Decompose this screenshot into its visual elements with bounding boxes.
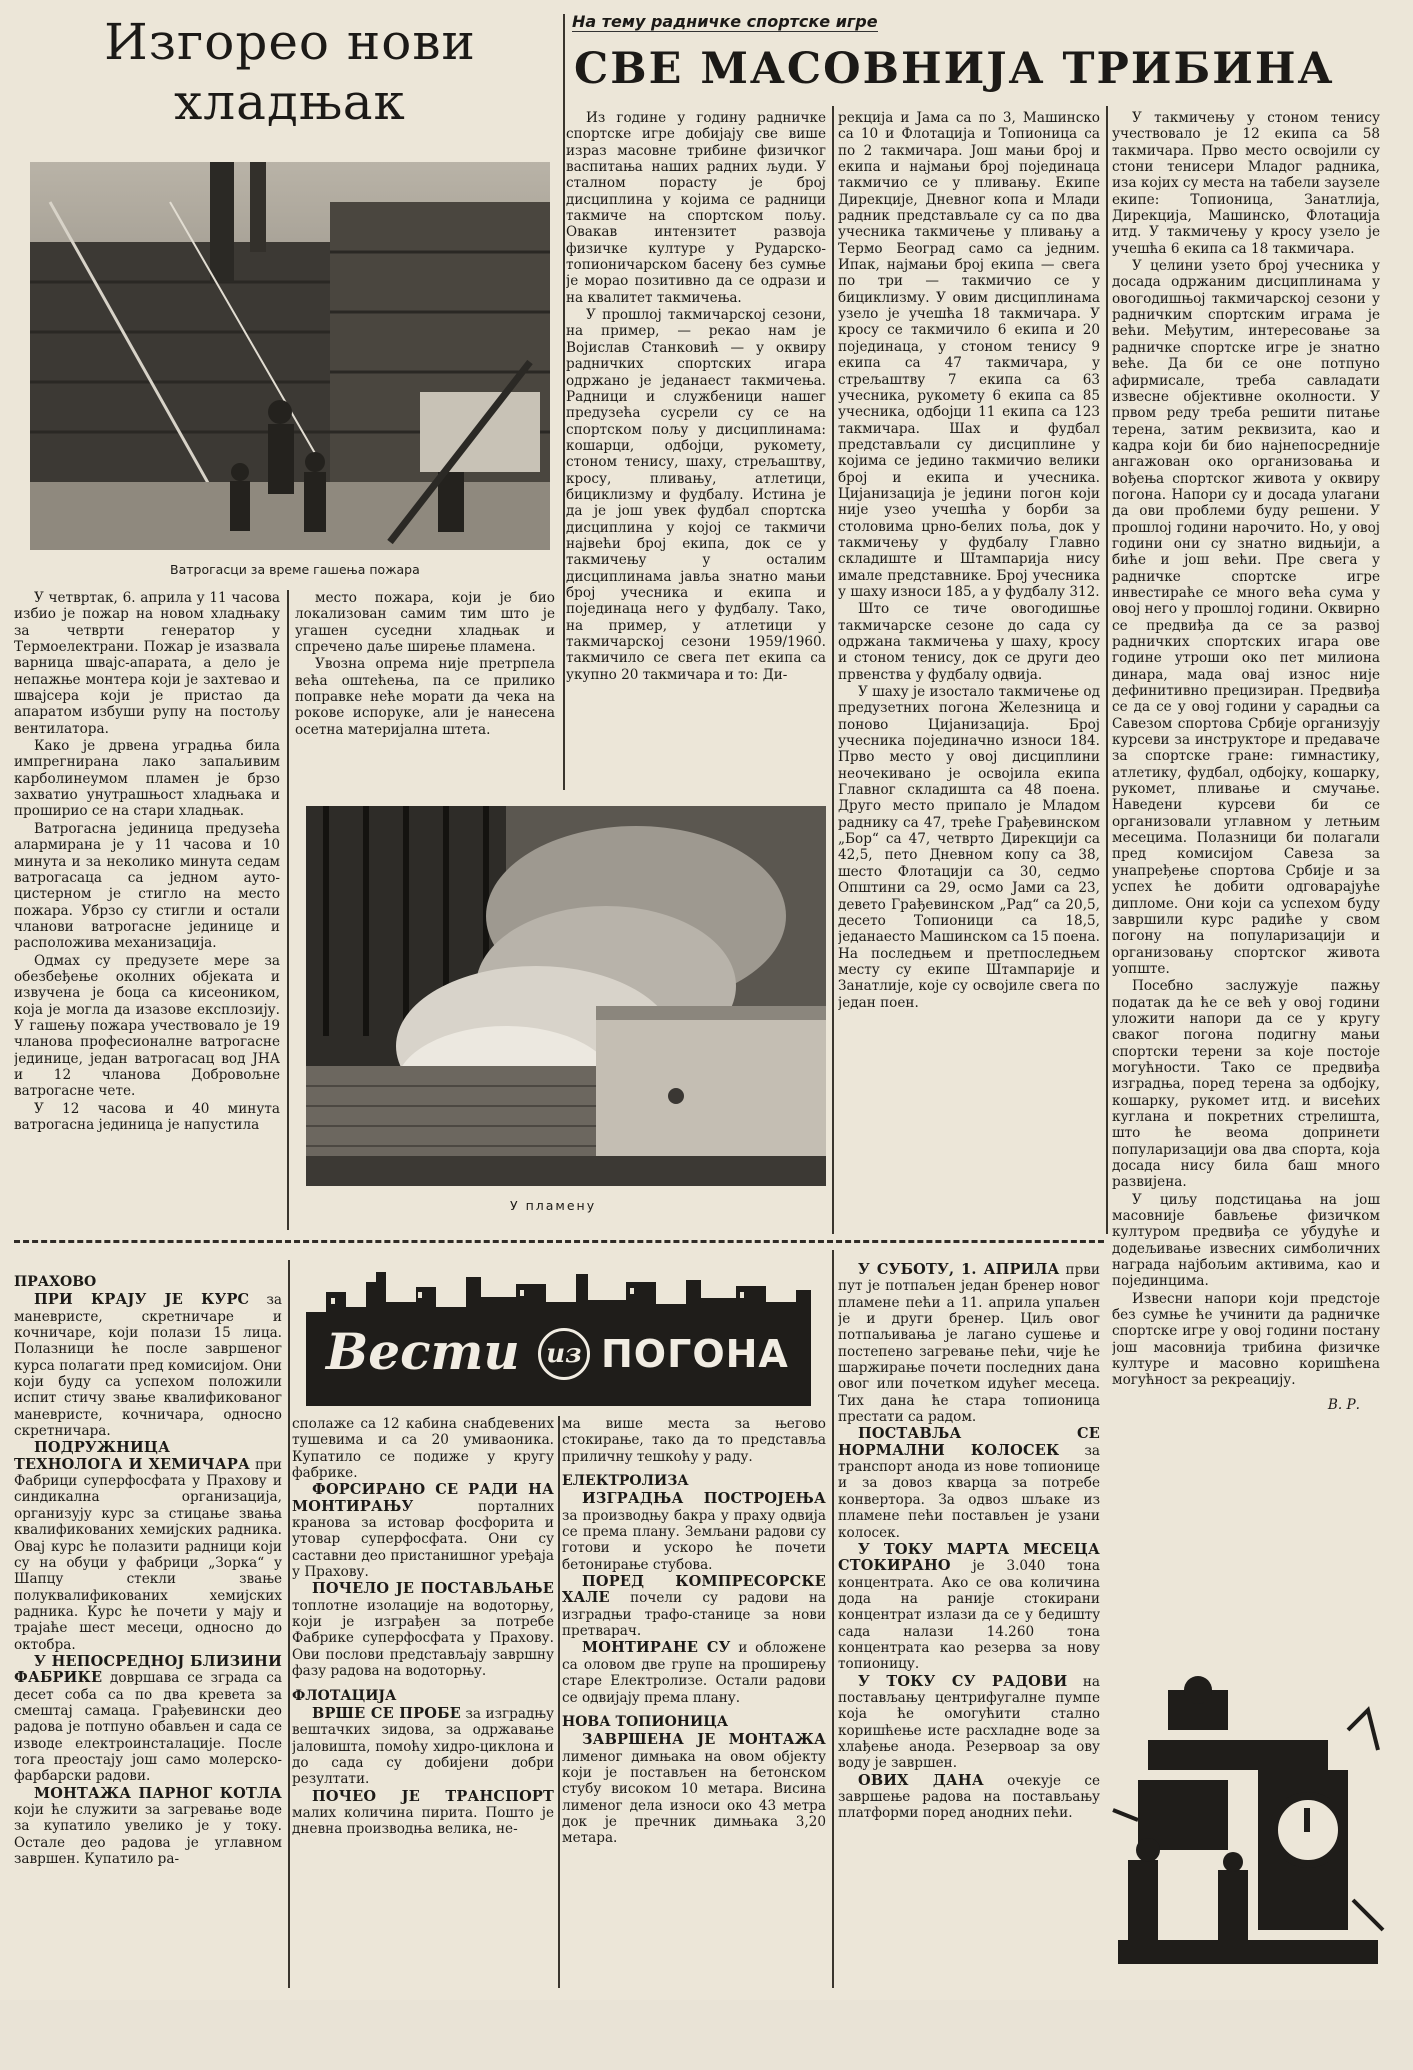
firefighters-photo-caption: Ватрогасци за време гашења пожара — [170, 562, 420, 577]
fire-paragraph: Како је дрвена уградња била импрегнирана лако запаљивим карболинеумом пламен је брзо захватио унутрашњост хладњака и проширио се на стари хладњак. — [14, 738, 280, 820]
news-column-3 — [562, 1416, 826, 1996]
news-item: МОНТИРАНЕ СУ и обложене са оловом две групе на проширењу старе Електролизе. Остали радови се одвијају према плану. — [562, 1639, 826, 1706]
sports-paragraph: Посебно заслужује пажњу податак да ће се већ у овој години уложити напори да се у кругу сваког погона подигну мањи спортски терени за које постоје могућности. Тако се предвиђа изградња, поред терена за одбојку, кошарку, рукомет итд. и висећих куглана и покретних стрелишта, што ће веома допринети популаризацији ова два спорта, која досада нису била баш много развијена. — [1112, 978, 1380, 1191]
worker-machine-illustration — [1108, 1670, 1388, 1986]
column-rule — [558, 1416, 560, 1988]
news-item-lead: МОНТИРАНЕ СУ — [582, 1639, 731, 1657]
news-place-heading: ФЛОТАЦИЈА — [292, 1687, 397, 1704]
news-item-lead: ПОРЕД КОМПРЕСОРСКЕ ХАЛЕ — [562, 1573, 826, 1607]
sports-column-2 — [838, 110, 1100, 1236]
news-item-lead: ПОЧЕЛО ЈЕ ПОСТАВЉАЊЕ — [312, 1580, 554, 1598]
news-place-heading: ПРАХОВО — [14, 1274, 97, 1290]
sports-paragraph: У прошлој такмичарској сезони, на пример, — рекао нам је Војислав Станковић — у оквиру радничких спортских игара одржано је једанаест такмичења. Радници и службеници нашег предузећа сусрели су се на спортском пољу у дисциплинама: кошарци, одбојци, рукомету, стоном тенису, шаху, стрељаштву, кросу, пливању, атлетици, бициклизму и фудбалу. Истина је да је још увек фудбал спортска дисциплина у којој се такмичи највећи број екипа, док се у такмичењу у осталим дисциплинама јавља знатно мањи број учесника и екипа и појединаца него у фудбалу. Тако, на пример, у атлетици у такмичарској сезони 1959/1960. такмичило се свега пет екипа са укупно 20 такмичара и то: Ди- — [566, 307, 826, 683]
news-item: ЗАВРШЕНА ЈЕ МОНТАЖА лименог димњака на овом објекту који је постављен на бетонском стубу високом 10 метара. Висина лименог дела износи око 43 метра док је пречник димњака 3,20 метара. — [562, 1731, 826, 1847]
news-banner — [306, 1262, 811, 1406]
sports-column-1 — [566, 110, 826, 810]
news-item: ВРШЕ СЕ ПРОБЕ за изградњу вештачких зидова, за одржавање јаловишта, помоћу хидро-циклона и до сада су добијени добри резултати. — [292, 1704, 554, 1788]
news-item-lead: ИЗГРАДЊА ПОСТРОЈЕЊА — [582, 1490, 826, 1508]
news-item-lead: У СУБОТУ, 1. АПРИЛА — [858, 1262, 1060, 1278]
fire-paragraph: Увозна опрема није претрпела већа оштећења, па се прилико поправке неће морати да чека на рокове испоруке, али је нанесена осетна материјална штета. — [295, 656, 555, 738]
worker-machine-drawing — [1108, 1670, 1388, 1986]
sports-title: СВЕ МАСОВНИЈА ТРИБИНА — [574, 44, 1335, 94]
fire-story-column-2 — [295, 590, 555, 790]
news-place-heading: ЕЛЕКТРОЛИЗА — [562, 1473, 689, 1490]
news-item: У СУБОТУ, 1. АПРИЛА први пут је потпаљен један бренер новог пламене пећи а 11. априла упаљен је и други бренер. Циљ овог потпаљивања је лагано сушење и постепено загревање пећи, чије ће шаржирање почети последних дана овог или почетком идућег месеца. Тих дана ће стара топионица престати са радом. — [838, 1262, 1100, 1426]
column-rule — [832, 1250, 834, 1988]
news-place-heading: НОВА ТОПИОНИЦА — [562, 1713, 729, 1730]
news-item: ПОЧЕЛО ЈЕ ПОСТАВЉАЊЕ топлотне изолације на водоторњу, који је изграђен за потребе Фабрике суперфосфата у Прахову. Ови послови представљају завршну фазу радова на водоторњу. — [292, 1580, 554, 1680]
fire-story-title — [30, 12, 550, 132]
sports-signature: В. Р. — [1327, 1396, 1360, 1413]
sports-paragraph: Што се тиче овогодишње такмичарске сезоне до сада су одржана такмичења у шаху, кросу и стоном тенису, док се други део првенства у фудбалу одвија. — [838, 601, 1100, 683]
news-item: ПОДРУЖНИЦА ТЕХНОЛОГА И ХЕМИЧАРА при Фабрици суперфосфата у Прахову и синдикална организација, организују курс за стицање звања квалификованих хемијских радника. Овај курс ће полазити радници који су на обуци у фабрици „Зорка“ у Шапцу стекли звање полуквалификованих хемијских радника. Курс ће почети у мају и трајаће шест месеци, односно до октобра. — [14, 1439, 282, 1653]
sports-kicker: На тему радничке спортске игре — [572, 12, 878, 31]
fire-title-line2: хладњак — [174, 73, 406, 131]
flames-photo — [306, 806, 826, 1186]
news-item-lead: ВРШЕ СЕ ПРОБЕ — [312, 1704, 461, 1722]
news-item-lead: ПОДРУЖНИЦА ТЕХНОЛОГА И ХЕМИЧАРА — [14, 1439, 250, 1473]
fire-paragraph: Одмах су предузете мере за обезбеђење околних објеката и извучена је боца са кисеоником, која је могла да изазове експлозију. У гашењу пожара учествовало је 19 чланова професионалне ватрогасне јединице, један ватрогасац вод ЈНА и 12 чланова Добровољне ватрогасне чете. — [14, 952, 280, 1100]
news-item: ПОСТАВЉА СЕ НОРМАЛНИ КОЛОСЕК за транспорт анода из нове топионице и за довоз кварца за потребе конвертора. За одвоз шљаке из пламене пећи постављен је узани колосек. — [838, 1425, 1100, 1541]
sports-paragraph: Извесни напори који предстоје без сумње ће учинити да радничке спортске игре у овој години постану још масовнија трибина физичке културе и масовно коришћена могућност за рекреацију. — [1112, 1290, 1380, 1389]
news-item-lead: ОВИХ ДАНА — [858, 1771, 984, 1789]
news-column-1 — [14, 1274, 282, 1994]
page-section-divider — [14, 1240, 1104, 1243]
news-item: МОНТАЖА ПАРНОГ КОТЛА који ће служити за загревање воде за купатило увелико је у току. Остале део радова је углавном завршен. Купатило ра- — [14, 1784, 282, 1868]
column-rule — [288, 1260, 290, 1988]
news-item: сполаже са 12 кабина снабдевених тушевима и са 20 умиваоника. Купатило се подиже у кругу фабрике. — [292, 1416, 554, 1482]
news-item: У НЕПОСРЕДНОЈ БЛИЗИНИ ФАБРИКЕ довршава се зграда са десет соба са по два кревета за смештај самаца. Грађевински део радова је потпуно обављен и сада се изводе електроинсталације. После тога преостају још само молерско-фарбарски радови. — [14, 1652, 282, 1785]
section-divider — [563, 14, 565, 790]
sports-paragraph: У целини узето број учесника у досада одржаним дисциплинама у овогодишњој такмичарској сезони у радничким спортским играма је већи. Међутим, интересовање за радничке спортске игре је знатно веће. Да би се оне потпуно афирмисале, треба савладати извесне објективне околности. У првом реду треба решити питање терена, затим реквизита, као и кадра који би био најнепосредније ангажован око организовања и вођења спортског живота у оквиру погона. Напори су и досада улагани да ови проблеми буду решени. У прошлој години нарочито. Но, у овој години они су знатно видњији, а биће и још већи. Пре свега у радничке спортске игре инвестираће се много већа сума у овој него у прошлој години. Оквирно се предвиђа да се за развој радничких спортских игара ове године утроши око пет милиона динара, мада овај износ није дефинитивно прецизиран. Предвиђа се да се у овој години у сарадњи са Савезом спортова Србије организују курсеви за инструкторе и предаваче за спортске гране: гимнастику, атлетику, фудбал, одбојку, кошарку, рукомет, пливање и смучање. Наведени курсеви би се организовали углавном у летњим месецима. Полазници би полагали пред комисијом Савеза за унапређење спортова Србије и за успех ће добити одговарајуће дипломе. Они који са успехом буду завршили курс радиће у свом погону на популаризацији и организовању спортског живота уопште. — [1112, 258, 1380, 977]
firefighters-photo — [30, 162, 550, 550]
fire-paragraph: У 12 часова и 40 минута ватрогасна јединица је напустила — [14, 1100, 280, 1133]
news-item-lead: ПОЧЕО ЈЕ ТРАНСПОРТ — [312, 1787, 554, 1805]
column-rule — [1106, 106, 1108, 1234]
sports-paragraph: Из године у годину радничке спортске игре добијају све више израз масовне трибине физичког васпитања наших радних људи. У сталном порасту је број дисциплина у којима се радници такмиче на спортском пољу. Овакав интензитет развоја физичке културе у Рударско-топионичарском басену без сумње је морао позитивно да се одрази и на квалитет такмичења. — [566, 110, 826, 306]
sports-paragraph: У шаху је изостало такмичење од предузетних погона Железница и поново Цијанизација. Број учесника појединачно износи 184. Прво место у овој дисциплини неочекивано је освојила екипа Главног складишта са 48 поена. Друго место припало је Младом раднику са 47, треће Грађевинском „Бор“ са 47, четврто Дирекцији са 42,5, пето Дневном копу са 38, шесто Флотацији са 30, седмо Општини са 29, осмо Јами са 23, девето Грађевинском „Рад“ са 20,5, десето Топионици са 18,5, једанаесто Машинском са 15 поена. На последњем и претпоследњем месту су екипе Штампарије и Занатлије, које су освојиле свега по један поен. — [838, 684, 1100, 1011]
sports-paragraph: У циљу подстицања на још масовније бављење физичком културом предвиђа се убудуће и додељивање извесних симболичних награда најбољим активима, као и појединцима. — [1112, 1191, 1380, 1290]
news-item: ПРИ КРАЈУ ЈЕ КУРС за маневристе, скретничаре и кочничаре, који полази 15 лица. Полазници ће после завршеног курса полагати пред комисијом. Они који буду са успехом положили испит стичу звање квалификованог маневристе, кочничара, односно скретничара. — [14, 1291, 282, 1440]
news-item-lead: ПОСТАВЉА СЕ НОРМАЛНИ КОЛОСЕК — [838, 1425, 1100, 1459]
news-column-2 — [292, 1416, 554, 1996]
column-rule — [287, 590, 289, 1230]
news-item-lead: У НЕПОСРЕДНОЈ БЛИЗИНИ ФАБРИКЕ — [14, 1652, 282, 1687]
fire-story-column-1 — [14, 590, 280, 1230]
banner-word-pogona: ПОГОНА — [601, 1332, 789, 1376]
news-item-lead: У ТОКУ СУ РАДОВИ — [858, 1672, 1068, 1690]
news-item: ОВИХ ДАНА очекује се завршење радова на постављању платформи поред анодних пећи. — [838, 1771, 1100, 1822]
news-column-4 — [838, 1262, 1100, 1996]
news-item: ИЗГРАДЊА ПОСТРОЈЕЊА за производњу бакра у праху одвија се према плану. Земљани радови су готови и ускоро ће почети бетонирање стубова. — [562, 1490, 826, 1573]
news-item: ФОРСИРАНО СЕ РАДИ НА МОНТИРАЊУ порталних кранова за истовар фосфорита и утовар суперфосфата. Они су саставни део пристанишног уређаја у Прахову. — [292, 1481, 554, 1581]
banner-word-vesti: Вести — [326, 1322, 520, 1381]
news-item-lead: ПРИ КРАЈУ ЈЕ КУРС — [34, 1291, 250, 1309]
news-item-lead: У ТОКУ МАРТА МЕСЕЦА СТОКИРАНО — [838, 1540, 1100, 1575]
news-item-lead: ФОРСИРАНО СЕ РАДИ НА МОНТИРАЊУ — [292, 1481, 554, 1515]
sports-paragraph: рекција и Јама са по 3, Машинско са 10 и Флотација и Топионица са по 2 такмичара. Још мањи број и екипа и најмањи број појединаца такмичио се у пливању. Екипе Дирекције, Дневног копа и Млади радник представљале су са по два учесника такмичење у пливању а Термо Београд само са једним. Ипак, најмањи број екипа — свега по три — такмичио се у бициклизму. У овим дисциплинама узело је учешћа 18 такмичара. У кросу се такмичило 6 екипа и 20 појединаца, у стоном тенису 9 екипа са 47 такмичара, у стрељаштву 7 екипа са 63 учесника, рукомету 6 екипа са 85 учесника, одбојци 11 екипа са 123 такмичара. Шах и фудбал представљали су дисциплине у којима се једино такмичио велики број и екипа и учесника. Цијанизација је једини погон који није узео учешћа у борби за столовима црно-белих поља, док у такмичењу у фудбалу Главно складиште и Штампарија нису имале представнике. Број учесника у шаху износи 185, а у фудбалу 312. — [838, 110, 1100, 600]
flames-photo-drawing — [306, 806, 826, 1186]
news-item-lead: МОНТАЖА ПАРНОГ КОТЛА — [34, 1784, 282, 1802]
firefighters-photo-drawing — [30, 162, 550, 550]
news-item: ПОЧЕО ЈЕ ТРАНСПОРТ малих количина пирита. Пошто је дневна производња велика, не- — [292, 1787, 554, 1838]
sports-paragraph: У такмичењу у стоном тенису учествовало је 12 екипа са 58 такмичара. Прво место освојили су стони тенисери Младог радника, иза којих су места на табели заузеле екипе: Топионица, Занатлија, Дирекција, Машинско, Флотација итд. У такмичењу у кросу узело је учешћа 6 екипа са 18 такмичара. — [1112, 110, 1380, 257]
fire-title-line1: Изгорео нови — [104, 13, 476, 71]
banner-word-iz: из — [538, 1328, 590, 1380]
news-item: У ТОКУ МАРТА МЕСЕЦА СТОКИРАНО је 3.040 тона концентрата. Ако се ова количина дода на раније стокирани концентрат излази да се у бедиштy сада налази 14.260 тона концентрата као резерва за нову топионицу. — [838, 1540, 1100, 1673]
fire-paragraph: У четвртак, 6. априла у 11 часова избио је пожар на новом хладњаку за четврти генератор у Термоелектрани. Пожар је изазвала варница шваjс-апарата, а дело је непажње монтера који је захтевао и швајсера који је пристао да апаратом избуши рупу на постољу вентилатора. — [14, 590, 280, 737]
column-rule — [832, 106, 834, 1234]
news-item: У ТОКУ СУ РАДОВИ на постављању центрифугалне пумпе која ће омогућити стално коришћење исте расхладне воде за хлађење анода. Резервоар за ову воду је завршен. — [838, 1672, 1100, 1772]
flames-photo-caption: У пламену — [510, 1198, 597, 1213]
news-item-lead: ЗАВРШЕНА ЈЕ МОНТАЖА — [582, 1731, 826, 1749]
news-item: ма више места за његово стокирање, тако да то представља приличну тешкоћу у раду. — [562, 1416, 826, 1465]
fire-paragraph: место пожара, који је био локализован самим тим што је угашен суседни хладњак и спречено даље ширење пламена. — [295, 590, 555, 656]
news-item: ПОРЕД КОМПРЕСОРСКЕ ХАЛЕ почели су радови на изградњи трафо-станице за нови претварач. — [562, 1573, 826, 1640]
fire-paragraph: Ватрогасна јединица предузећа алармирана је у 11 часова и 10 минута и за неколико минута седам ватрогасаца са једном ауто-цистерном је стигло на место пожара. Убрзо су стигли и остали чланови ватрогасне јединице и расположива механизација. — [14, 820, 280, 952]
